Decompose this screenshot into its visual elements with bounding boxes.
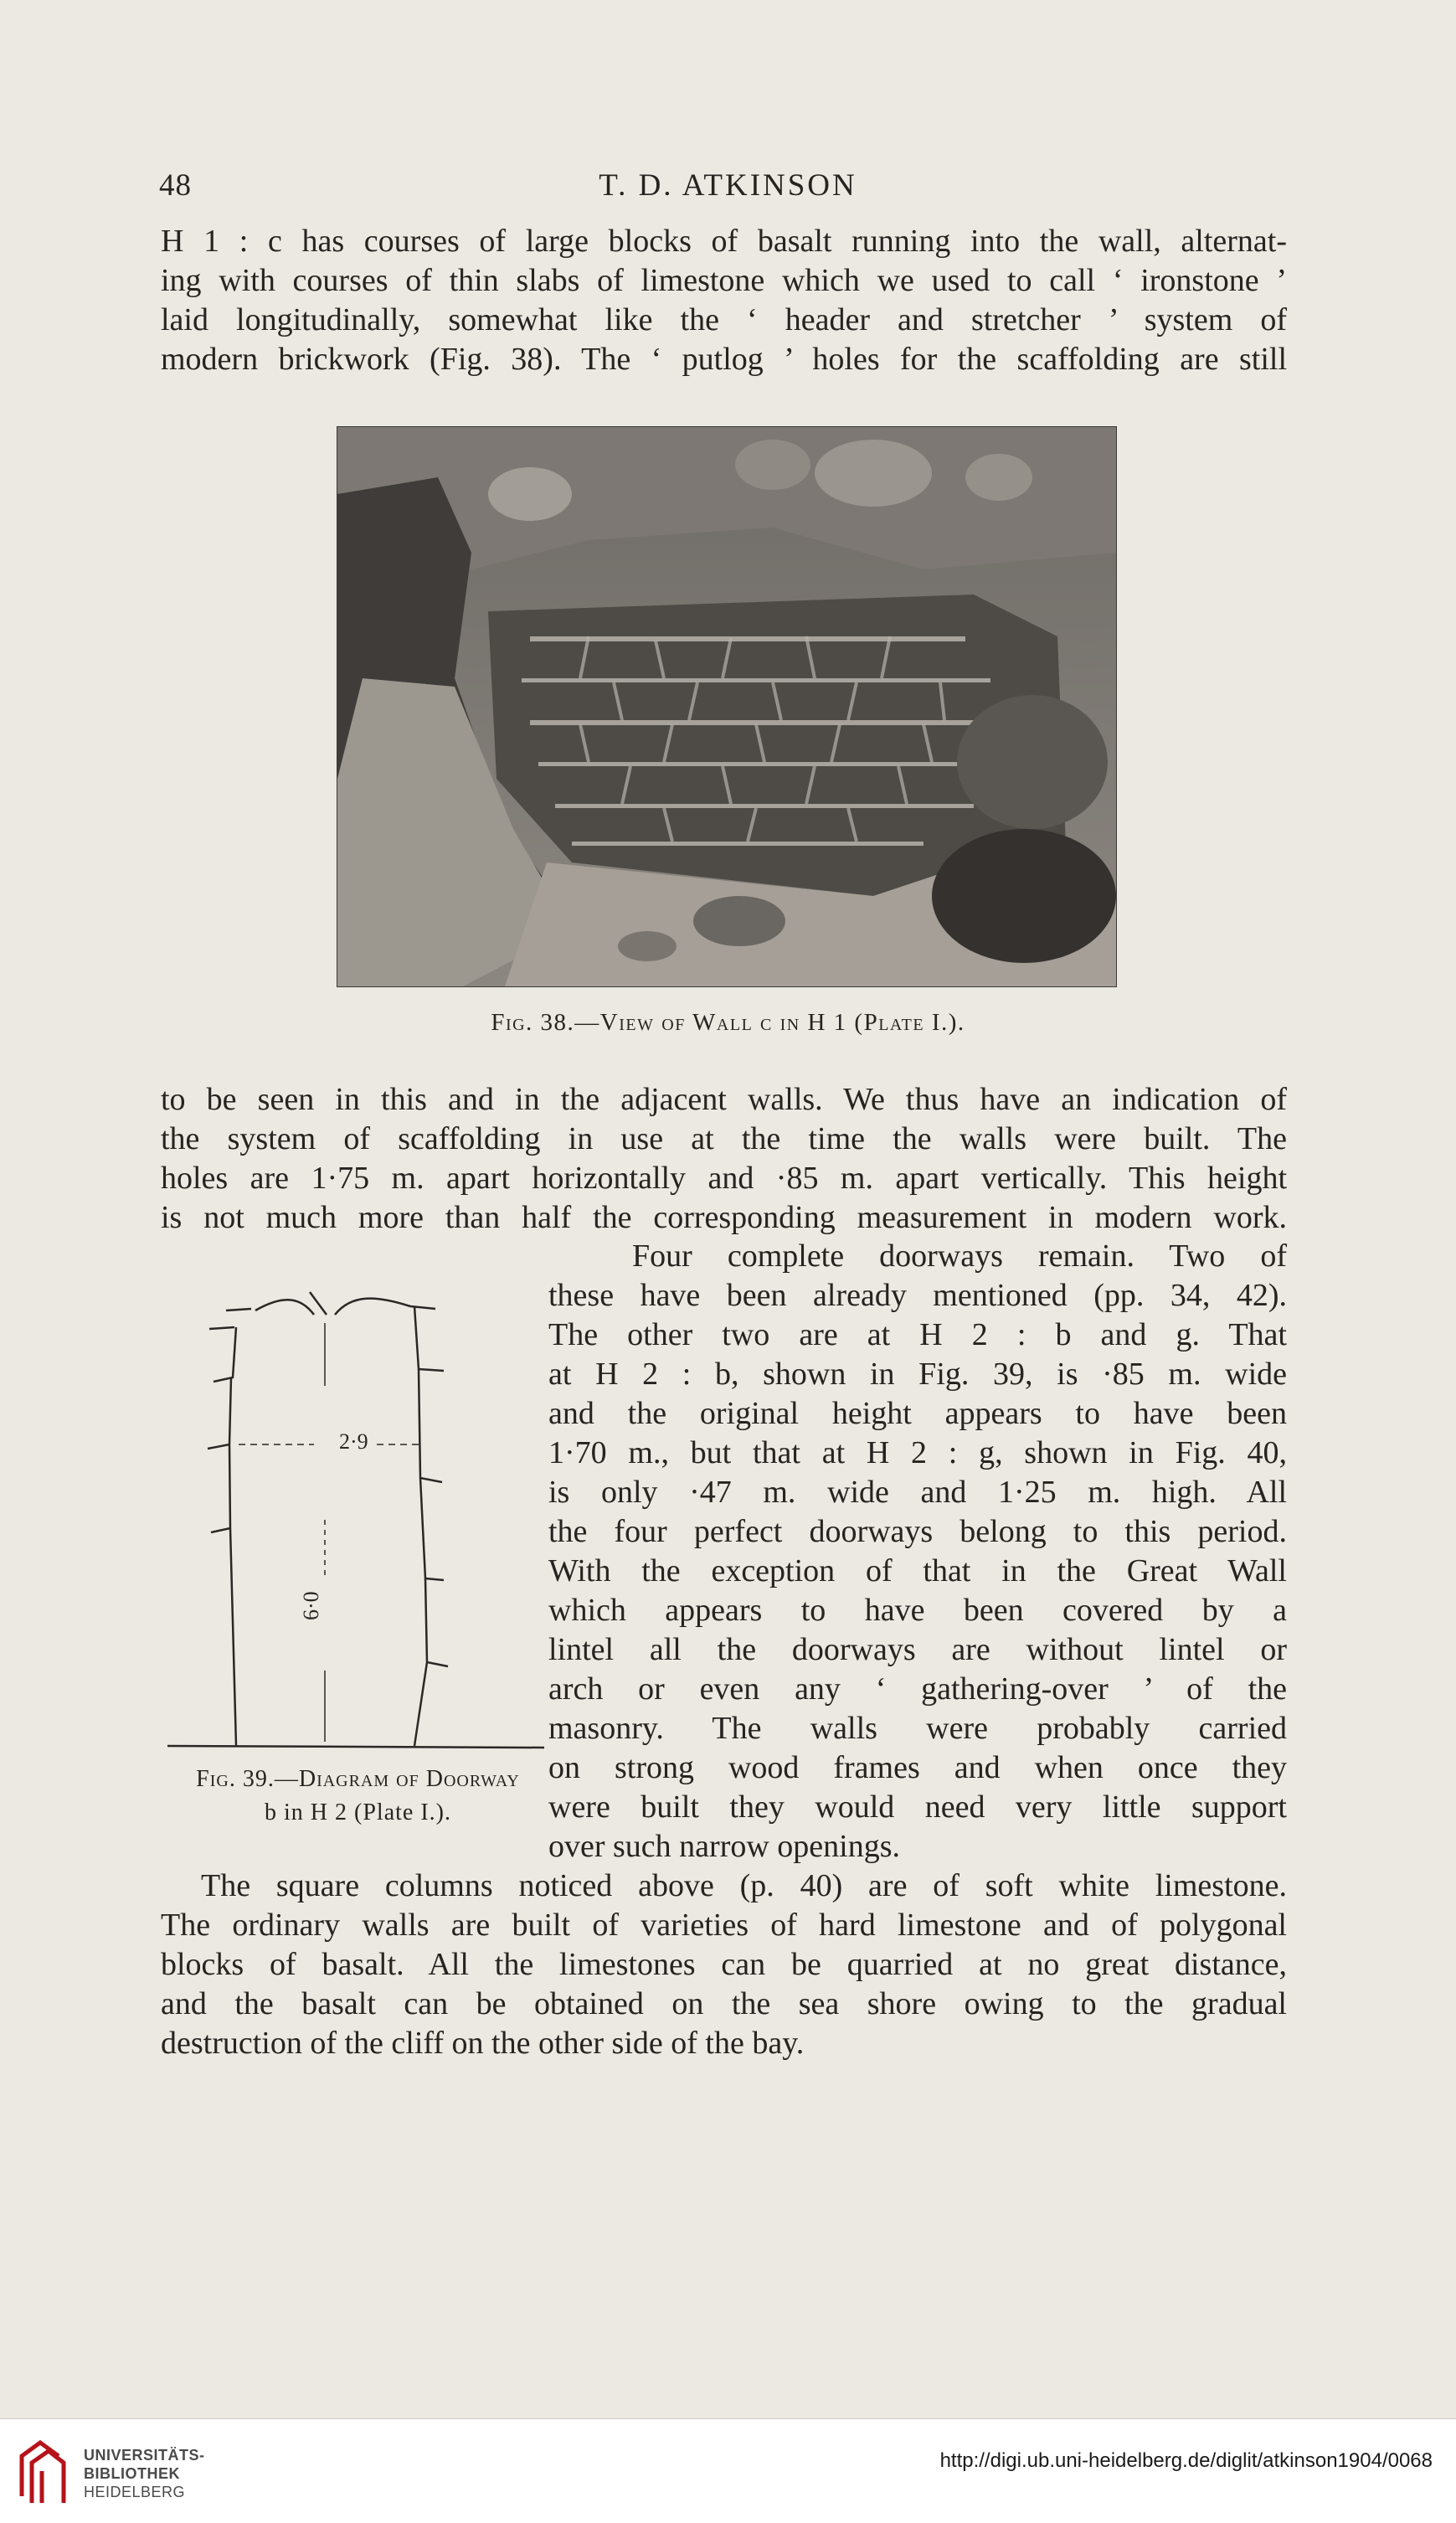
text-line: these have been already mentioned (pp. 34, 42). [548, 1278, 1287, 1313]
text-line: arch or even any ‘ gathering-over ’ of the [548, 1671, 1287, 1707]
source-url-link[interactable]: http://digi.ub.uni-heidelberg.de/diglit/atkinson1904/0068 [939, 2449, 1433, 2472]
wall-photo-image [337, 427, 1116, 986]
text-line: over such narrow openings. [548, 1829, 901, 1864]
doorway-width-label: 2·9 [339, 1429, 368, 1454]
doorway-diagram [159, 1277, 557, 1754]
text-line: at H 2 : b, shown in Fig. 39, is ·85 m. wide [548, 1357, 1287, 1392]
page-number: 48 [159, 168, 192, 203]
ub-heidelberg-logo-icon[interactable] [15, 2438, 69, 2510]
library-name [84, 2446, 205, 2501]
figure-39-caption-line-1: Fig. 39.—Diagram of Doorway [196, 1766, 520, 1792]
paragraph-1 [161, 222, 1287, 379]
text-line: The other two are at H 2 : b and g. That [548, 1317, 1287, 1352]
library-name-line-2: BIBLIOTHEK [84, 2465, 180, 2482]
text-line: the four perfect doorways belong to this period. [548, 1514, 1287, 1549]
wall-photograph [337, 426, 1117, 987]
text-line: laid longitudinally, somewhat like the ‘ header and stretcher ’ system of [161, 302, 1287, 337]
text-line: lintel all the doorways are without lintel or [548, 1632, 1287, 1667]
text-line: The ordinary walls are built of varieties of hard limestone and of polygonal [161, 1908, 1287, 1943]
doorway-diagram-drawing [159, 1277, 557, 1754]
text-line: ing with courses of thin slabs of limestone which we used to call ‘ ironstone ’ [161, 263, 1287, 298]
running-head: T. D. ATKINSON [599, 168, 857, 203]
library-name-line-3: HEIDELBERG [84, 2484, 186, 2500]
text-line: is only ·47 m. wide and 1·25 m. high. All [548, 1475, 1287, 1510]
text-line: and the original height appears to have been [548, 1396, 1287, 1431]
text-line: With the exception of that in the Great Wall [548, 1553, 1287, 1588]
library-footer [0, 2418, 1456, 2523]
text-line: modern brickwork (Fig. 38). The ‘ putlog ’ holes for the scaffolding are still [161, 342, 1287, 377]
paragraph-2 [161, 1080, 1287, 1238]
text-line: Four complete doorways remain. Two of [632, 1238, 1287, 1274]
text-line: masonry. The walls were probably carried [548, 1711, 1287, 1746]
figure-39-caption-line-2: b in H 2 (Plate I.). [265, 1800, 451, 1825]
doorway-height-label: 6·0 [299, 1591, 323, 1620]
text-line: blocks of basalt. All the limestones can be quarried at no great distance, [161, 1947, 1287, 1982]
library-name-line-1: UNIVERSITÄTS- [84, 2447, 205, 2464]
text-line: H 1 : c has courses of large blocks of basalt running into the wall, alternat- [161, 224, 1287, 259]
text-line: which appears to have been covered by a [548, 1593, 1287, 1628]
text-line: holes are 1·75 m. apart horizontally and ·85 m. apart vertically. This height [161, 1161, 1287, 1196]
text-line: 1·70 m., but that at H 2 : g, shown in Fig. 40, [548, 1435, 1287, 1470]
text-line: The square columns noticed above (p. 40) are of soft white limestone. [201, 1868, 1287, 1903]
paragraph-4 [161, 1867, 1287, 2063]
text-line: and the basalt can be obtained on the sea shore owing to the gradual [161, 1986, 1287, 2021]
paragraph-3 [548, 1237, 1287, 1867]
text-line: destruction of the cliff on the other side of the bay. [161, 2026, 805, 2061]
text-line: the system of scaffolding in use at the time the walls were built. The [161, 1121, 1287, 1156]
text-line: on strong wood frames and when once they [548, 1750, 1287, 1785]
text-line: to be seen in this and in the adjacent walls. We thus have an indication of [161, 1082, 1287, 1117]
figure-39-caption [159, 1763, 557, 1830]
text-line: is not much more than half the corresponding measurement in modern work. [161, 1200, 1287, 1235]
figure-38-caption: Fig. 38.—View of Wall c in H 1 (Plate I.). [491, 1009, 965, 1036]
text-line: were built they would need very little support [548, 1789, 1287, 1825]
